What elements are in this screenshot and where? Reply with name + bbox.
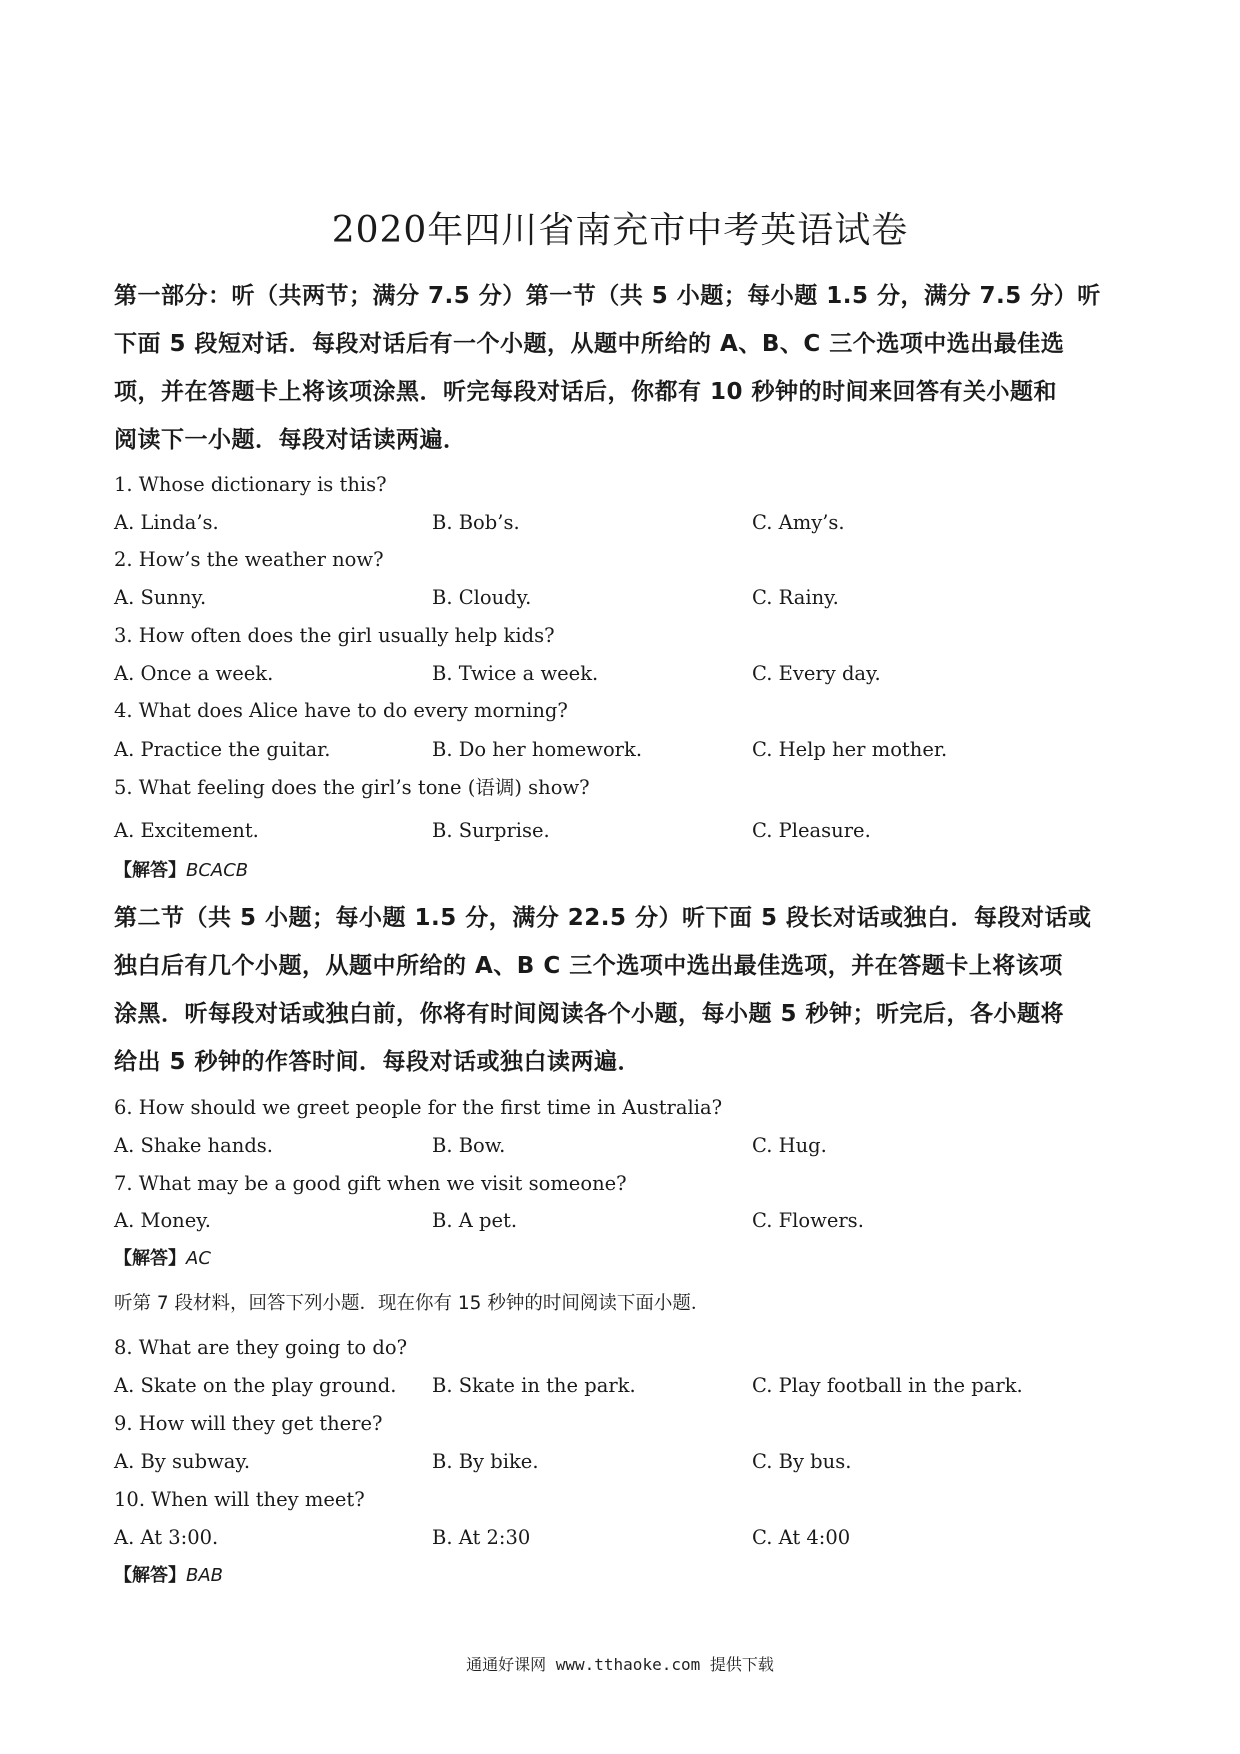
- part1-instruction-line: 下面 5 段短对话．每段对话后有一个小题，从题中所给的 A、B、C 三个选项中选出最佳选: [114, 331, 1065, 357]
- q3-option-c: C. Every day.: [752, 662, 881, 685]
- q7-option-b: B. A pet.: [432, 1209, 518, 1232]
- q6-option-a: A. Shake hands.: [114, 1134, 274, 1157]
- q3-option-a: A. Once a week.: [114, 662, 274, 685]
- q5-option-b: B. Surprise.: [432, 819, 550, 842]
- q8-option-b: B. Skate in the park.: [432, 1374, 636, 1397]
- part1-instructions: [114, 272, 1124, 464]
- q8-option-a: A. Skate on the play ground.: [114, 1374, 397, 1397]
- q9-option-b: B. By bike.: [432, 1450, 539, 1473]
- answer-part1: [114, 858, 248, 884]
- q2-option-a: A. Sunny.: [114, 586, 207, 609]
- q10-option-b: B. At 2:30: [432, 1526, 531, 1549]
- part1-instruction-line: 项，并在答题卡上将该项涂黑．听完每段对话后，你都有 10 秒钟的时间来回答有关小题和: [114, 379, 1058, 405]
- part2-instruction-line: 独白后有几个小题，从题中所给的 A、B C 三个选项中选出最佳选项，并在答题卡上将该项: [114, 953, 1063, 979]
- q4-option-a: A. Practice the guitar.: [114, 738, 331, 761]
- question-5: 5. What feeling does the girl’s tone (语调) show?: [114, 776, 590, 799]
- part2-instruction-line: 给出 5 秒钟的作答时间．每段对话或独白读两遍．: [114, 1049, 642, 1075]
- answer-value: AC: [186, 1248, 211, 1269]
- q1-option-a: A. Linda’s.: [114, 511, 219, 534]
- q7-option-c: C. Flowers.: [752, 1209, 864, 1232]
- q2-option-b: B. Cloudy.: [432, 586, 532, 609]
- answer-value: BCACB: [186, 860, 249, 881]
- answer-part2b: [114, 1563, 223, 1589]
- q4-option-b: B. Do her homework.: [432, 738, 643, 761]
- q6-option-c: C. Hug.: [752, 1134, 827, 1157]
- q7-option-a: A. Money.: [114, 1209, 211, 1232]
- answer-value: BAB: [186, 1565, 224, 1586]
- answer-label: 【解答】: [114, 1248, 186, 1269]
- question-4: 4. What does Alice have to do every morning?: [114, 699, 568, 722]
- question-3: 3. How often does the girl usually help kids?: [114, 624, 555, 647]
- q6-option-b: B. Bow.: [432, 1134, 506, 1157]
- q4-option-c: C. Help her mother.: [752, 738, 948, 761]
- question-10: 10. When will they meet?: [114, 1488, 365, 1511]
- download-footer: 通通好课网 www.tthaoke.com 提供下载: [466, 1655, 774, 1674]
- question-6: 6. How should we greet people for the first time in Australia?: [114, 1096, 723, 1119]
- q2-option-c: C. Rainy.: [752, 586, 839, 609]
- q8-option-c: C. Play football in the park.: [752, 1374, 1023, 1397]
- answer-label: 【解答】: [114, 1565, 186, 1586]
- part2-instruction-line: 涂黑．听每段对话或独白前，你将有时间阅读各个小题，每小题 5 秒钟；听完后，各小题将: [114, 1001, 1065, 1027]
- question-7: 7. What may be a good gift when we visit someone?: [114, 1172, 627, 1195]
- question-2: 2. How’s the weather now?: [114, 548, 384, 571]
- question-1: 1. Whose dictionary is this?: [114, 473, 387, 496]
- question-9: 9. How will they get there?: [114, 1412, 383, 1435]
- part2-instruction-line: 第二节（共 5 小题；每小题 1.5 分，满分 22.5 分）听下面 5 段长对话或独白．每段对话或: [114, 905, 1092, 931]
- q1-option-b: B. Bob’s.: [432, 511, 520, 534]
- q5-option-c: C. Pleasure.: [752, 819, 871, 842]
- part2-instructions: [114, 894, 1124, 1086]
- q9-option-c: C. By bus.: [752, 1450, 852, 1473]
- answer-label: 【解答】: [114, 860, 186, 881]
- q5-option-a: A. Excitement.: [114, 819, 259, 842]
- exam-title: 2020年四川省南充市中考英语试卷: [331, 210, 909, 251]
- q1-option-c: C. Amy’s.: [752, 511, 845, 534]
- q9-option-a: A. By subway.: [114, 1450, 251, 1473]
- part1-instruction-line: 第一部分：听（共两节；满分 7.5 分）第一节（共 5 小题；每小题 1.5 分，满分 7.5 分）听: [114, 283, 1101, 309]
- section-note: 听第 7 段材料，回答下列小题．现在你有 15 秒钟的时间阅读下面小题．: [114, 1293, 710, 1314]
- q10-option-a: A. At 3:00.: [114, 1526, 219, 1549]
- question-8: 8. What are they going to do?: [114, 1336, 408, 1359]
- q3-option-b: B. Twice a week.: [432, 662, 599, 685]
- answer-part2a: [114, 1246, 211, 1272]
- q10-option-c: C. At 4:00: [752, 1526, 851, 1549]
- part1-instruction-line: 阅读下一小题．每段对话读两遍．: [114, 427, 467, 453]
